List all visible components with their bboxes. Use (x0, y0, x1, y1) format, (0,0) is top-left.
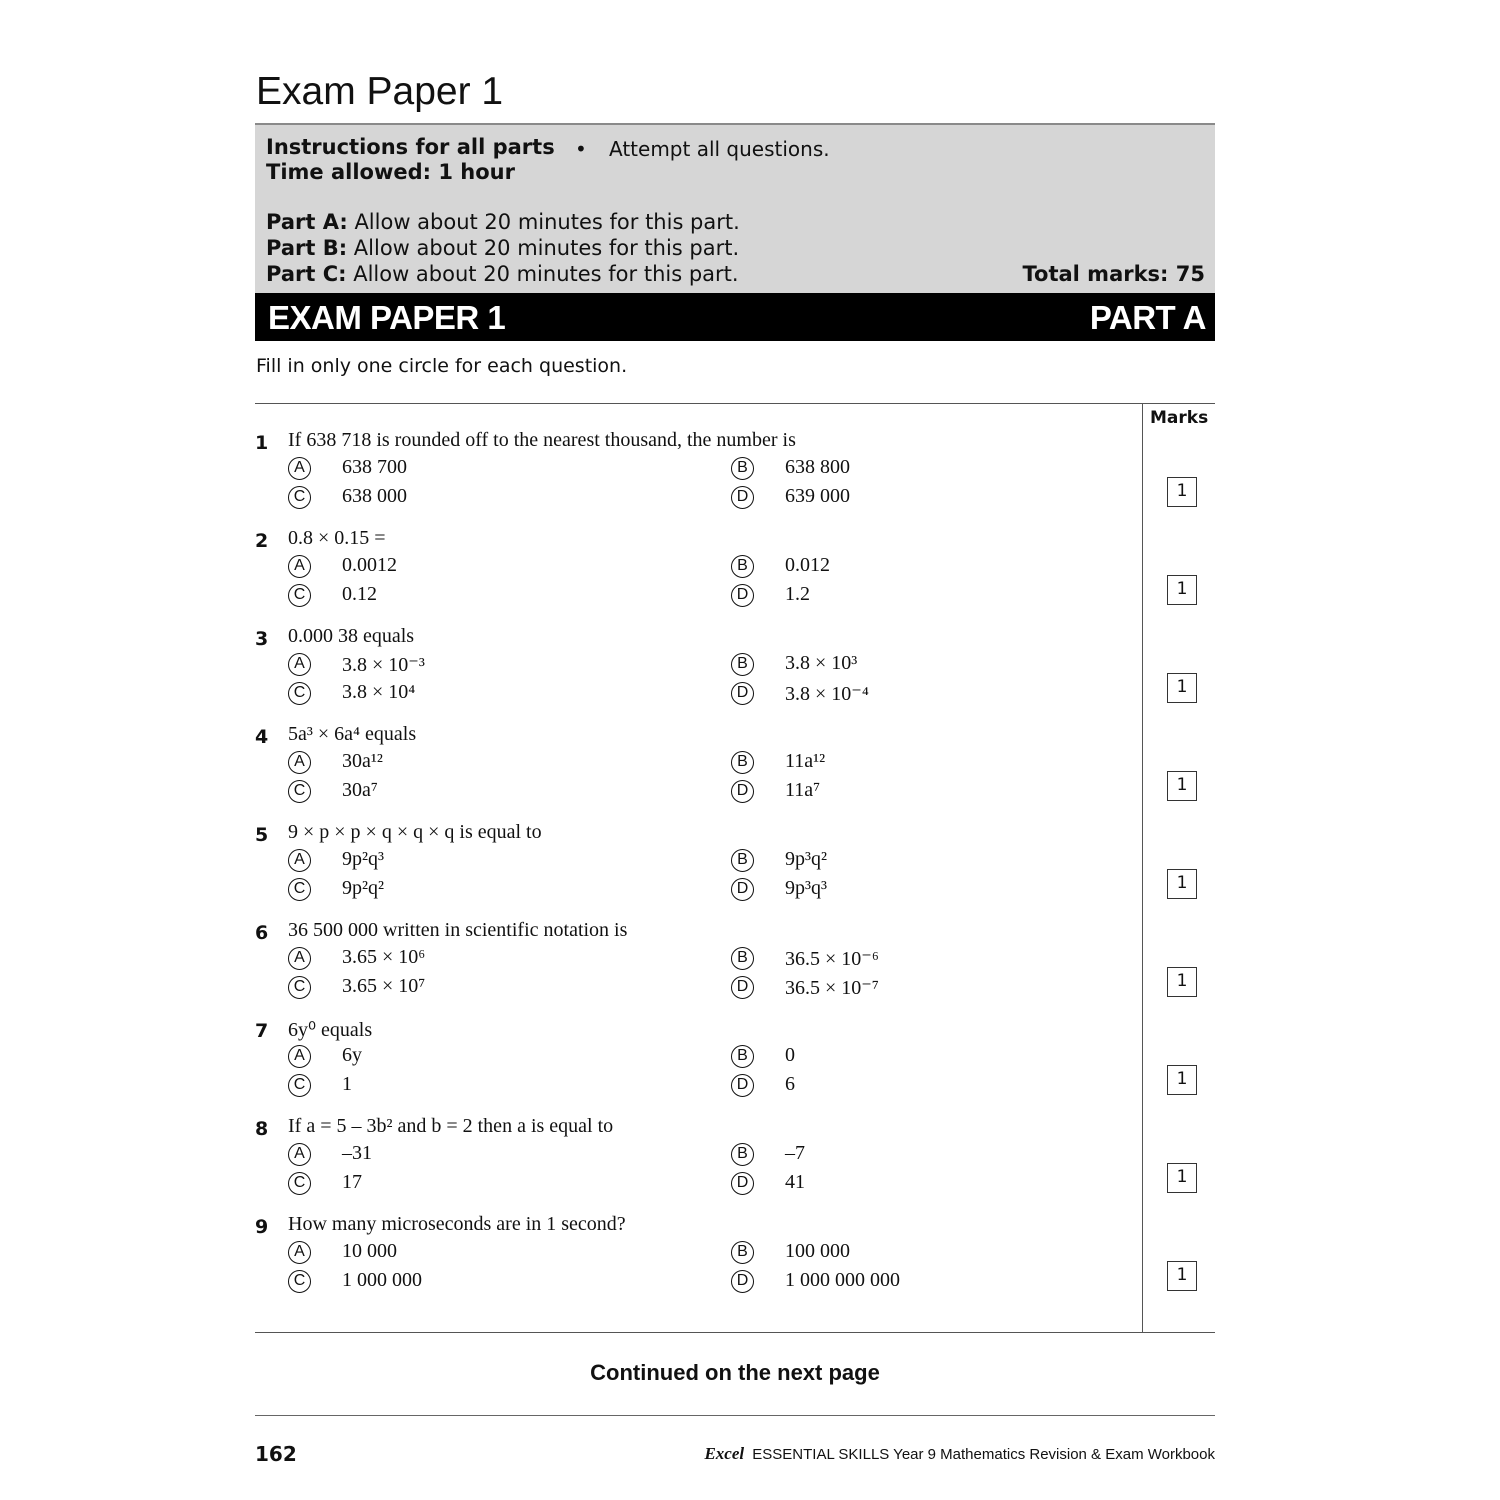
part-text: Allow about 20 minutes for this part. (353, 236, 740, 260)
option-text: 9p²q³ (342, 848, 384, 870)
mark-box[interactable]: 1 (1167, 771, 1197, 801)
mark-box[interactable]: 1 (1167, 869, 1197, 899)
mark-box[interactable]: 1 (1167, 575, 1197, 605)
question-number: 9 (255, 1216, 269, 1238)
answer-circle-d[interactable]: D (731, 486, 754, 509)
option-text: 638 700 (342, 456, 407, 478)
part-label: Part C: (266, 262, 347, 286)
option-text: 638 800 (785, 456, 850, 478)
answer-circle-b[interactable]: B (731, 1045, 754, 1068)
question-text: 9 × p × p × q × q × q is equal to (288, 821, 542, 843)
option-text: 6y (342, 1044, 362, 1066)
question-text: How many microseconds are in 1 second? (288, 1213, 626, 1235)
answer-circle-b[interactable]: B (731, 653, 754, 676)
option-text: 11a⁷ (785, 779, 821, 801)
option-text: 17 (342, 1171, 362, 1193)
question-text: 0.000 38 equals (288, 625, 415, 647)
answer-circle-d[interactable]: D (731, 1074, 754, 1097)
part-text: Allow about 20 minutes for this part. (354, 210, 740, 234)
question-text: If a = 5 – 3b² and b = 2 then a is equal to (288, 1115, 614, 1137)
brand-name: Excel (704, 1444, 745, 1463)
question-2 (255, 527, 1135, 620)
option-text: 36.5 × 10⁻⁶ (785, 948, 879, 970)
part-label: Part A: (266, 210, 348, 234)
question-5 (255, 821, 1135, 914)
option-text: 3.65 × 10⁷ (342, 975, 426, 997)
option-text: 3.8 × 10³ (785, 652, 858, 674)
answer-circle-b[interactable]: B (731, 751, 754, 774)
book-title: ESSENTIAL SKILLS Year 9 Mathematics Revision & Exam Workbook (752, 1446, 1215, 1463)
mark-box[interactable]: 1 (1167, 673, 1197, 703)
answer-circle-c[interactable]: C (288, 486, 311, 509)
instructions-panel (255, 123, 1215, 293)
footer-divider (255, 1415, 1215, 1416)
option-text: 1.2 (785, 583, 810, 605)
question-text: If 638 718 is rounded off to the nearest thousand, the number is (288, 429, 796, 451)
question-number: 3 (255, 628, 269, 650)
part-a-instruction (266, 210, 740, 234)
mark-box[interactable]: 1 (1167, 1065, 1197, 1095)
option-text: 100 000 (785, 1240, 850, 1262)
answer-circle-d[interactable]: D (731, 976, 754, 999)
answer-circle-c[interactable]: C (288, 780, 311, 803)
mark-box[interactable]: 1 (1167, 1163, 1197, 1193)
question-7 (255, 1020, 1135, 1110)
answer-circle-c[interactable]: C (288, 1074, 311, 1097)
answer-circle-c[interactable]: C (288, 682, 311, 705)
question-6 (255, 919, 1135, 1012)
question-number: 2 (255, 530, 269, 552)
question-text: 0.8 × 0.15 = (288, 527, 386, 549)
page-number: 162 (255, 1442, 297, 1466)
mark-box[interactable]: 1 (1167, 1261, 1197, 1291)
option-text: 9p³q³ (785, 877, 827, 899)
question-number: 1 (255, 432, 269, 454)
question-8 (255, 1115, 1135, 1208)
option-text: 3.65 × 10⁶ (342, 946, 426, 968)
answer-circle-a[interactable]: A (288, 457, 311, 480)
marks-column-divider (1142, 403, 1143, 1332)
answer-circle-b[interactable]: B (731, 555, 754, 578)
option-text: –7 (785, 1142, 805, 1164)
question-3 (255, 625, 1135, 718)
option-text: 30a¹² (342, 750, 383, 772)
answer-circle-b[interactable]: B (731, 1241, 754, 1264)
answer-circle-c[interactable]: C (288, 584, 311, 607)
answer-circle-a[interactable]: A (288, 849, 311, 872)
option-text: 30a⁷ (342, 779, 378, 801)
question-number: 4 (255, 726, 269, 748)
answer-circle-d[interactable]: D (731, 780, 754, 803)
option-text: 3.8 × 10⁻⁴ (785, 683, 869, 705)
question-text: 36 500 000 written in scientific notation is (288, 919, 628, 941)
option-text: 36.5 × 10⁻⁷ (785, 977, 879, 999)
option-text: 0.0012 (342, 554, 397, 576)
option-text: –31 (342, 1142, 372, 1164)
bullet-icon: • (575, 137, 587, 161)
answer-circle-b[interactable]: B (731, 457, 754, 480)
answer-circle-b[interactable]: B (731, 947, 754, 970)
part-label: Part B: (266, 236, 348, 260)
option-text: 1 (342, 1073, 352, 1095)
option-text: 638 000 (342, 485, 407, 507)
attempt-note: Attempt all questions. (609, 137, 830, 161)
mark-box[interactable]: 1 (1167, 477, 1197, 507)
fill-instruction: Fill in only one circle for each question. (256, 355, 628, 377)
divider (255, 403, 1215, 404)
question-text: 5a³ × 6a⁴ equals (288, 723, 417, 745)
answer-circle-a[interactable]: A (288, 1143, 311, 1166)
option-text: 9p³q² (785, 848, 827, 870)
answer-circle-a[interactable]: A (288, 1045, 311, 1068)
part-c-instruction (266, 262, 739, 286)
question-number: 7 (255, 1020, 269, 1042)
continued-note: Continued on the next page (590, 1360, 880, 1385)
option-text: 0.012 (785, 554, 830, 576)
option-text: 639 000 (785, 485, 850, 507)
instructions-heading: Instructions for all parts (266, 135, 555, 159)
question-number: 6 (255, 922, 269, 944)
answer-circle-c[interactable]: C (288, 878, 311, 901)
mark-box[interactable]: 1 (1167, 967, 1197, 997)
option-text: 41 (785, 1171, 805, 1193)
question-4 (255, 723, 1135, 816)
question-number: 5 (255, 824, 269, 846)
option-text: 10 000 (342, 1240, 397, 1262)
answer-circle-d[interactable]: D (731, 878, 754, 901)
total-marks: Total marks: 75 (1022, 262, 1205, 286)
option-text: 0 (785, 1044, 795, 1066)
answer-circle-a[interactable]: A (288, 1241, 311, 1264)
divider (255, 1332, 1215, 1333)
option-text: 1 000 000 000 (785, 1269, 900, 1291)
answer-circle-b[interactable]: B (731, 849, 754, 872)
answer-circle-c[interactable]: C (288, 976, 311, 999)
option-text: 3.8 × 10⁴ (342, 681, 416, 703)
option-text: 3.8 × 10⁻³ (342, 654, 425, 676)
question-number: 8 (255, 1118, 269, 1140)
marks-header: Marks (1150, 408, 1209, 428)
banner-part: PART A (1089, 299, 1206, 336)
option-text: 1 000 000 (342, 1269, 422, 1291)
option-text: 11a¹² (785, 750, 826, 772)
answer-circle-b[interactable]: B (731, 1143, 754, 1166)
page-title: Exam Paper 1 (256, 70, 504, 113)
answer-circle-d[interactable]: D (731, 1172, 754, 1195)
banner-title: EXAM PAPER 1 (268, 299, 506, 336)
option-text: 9p²q² (342, 877, 384, 899)
answer-circle-d[interactable]: D (731, 584, 754, 607)
part-text: Allow about 20 minutes for this part. (353, 262, 739, 286)
part-b-instruction (266, 236, 739, 260)
answer-circle-a[interactable]: A (288, 555, 311, 578)
answer-circle-d[interactable]: D (731, 682, 754, 705)
footer-credit (704, 1444, 1215, 1464)
question-9 (255, 1213, 1135, 1306)
section-banner (255, 293, 1215, 341)
answer-circle-a[interactable]: A (288, 653, 311, 676)
time-allowed: Time allowed: 1 hour (266, 160, 515, 184)
option-text: 6 (785, 1073, 795, 1095)
answer-circle-c[interactable]: C (288, 1270, 311, 1293)
answer-circle-a[interactable]: A (288, 947, 311, 970)
option-text: 0.12 (342, 583, 377, 605)
question-text: 6y⁰ equals (288, 1019, 373, 1041)
answer-circle-d[interactable]: D (731, 1270, 754, 1293)
answer-circle-a[interactable]: A (288, 751, 311, 774)
answer-circle-c[interactable]: C (288, 1172, 311, 1195)
question-1 (255, 429, 1135, 522)
